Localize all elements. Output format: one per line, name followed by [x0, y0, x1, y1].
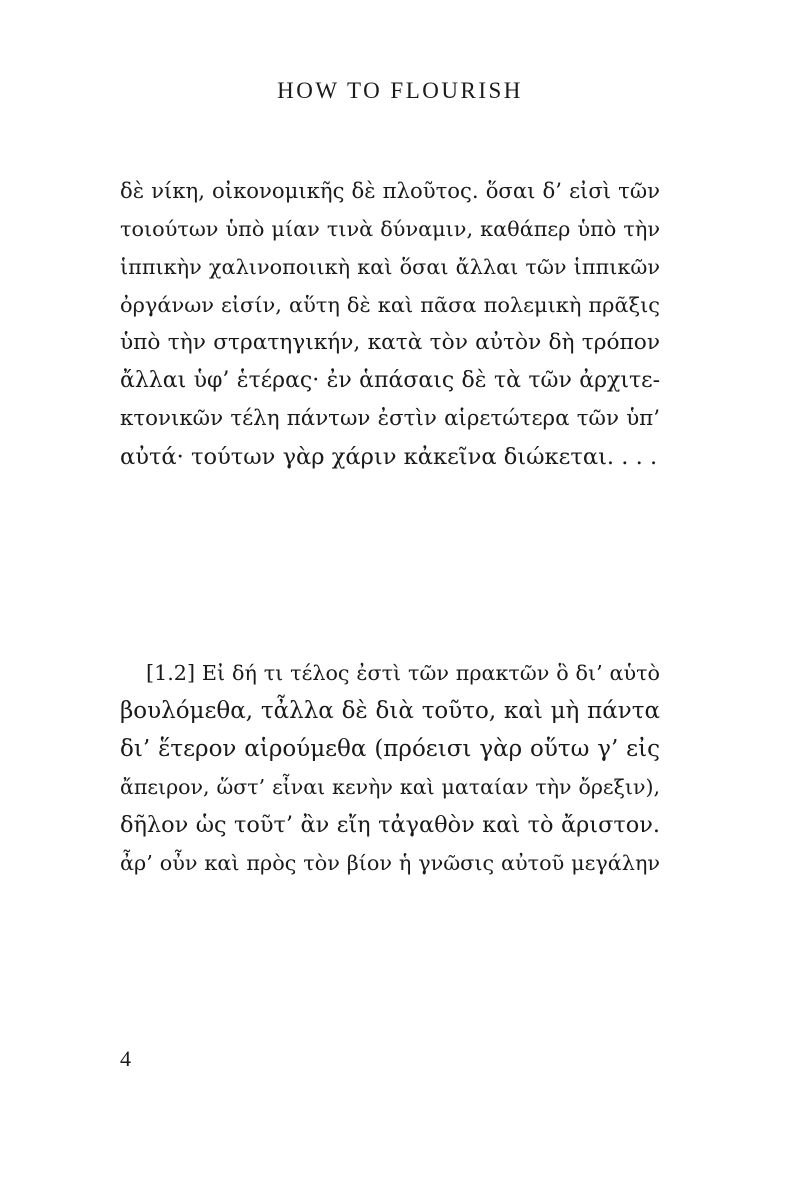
greek-passage-section-1-2: [120, 654, 660, 882]
text-line: δῆλον ὡς τοῦτ’ ἂν εἴη τἀγαθὸν καὶ τὸ ἄριστον.: [120, 812, 660, 838]
text-line: ὀργάνων εἰσίν, αὕτη δὲ καὶ πᾶσα πολεμικὴ πρᾶξις: [120, 293, 660, 317]
running-head: HOW TO FLOURISH: [277, 78, 523, 103]
text-line: ἆρ’ οὖν καὶ πρὸς τὸν βίον ἡ γνῶσις αὐτοῦ μεγάλην: [120, 851, 660, 875]
text-line: δὲ νίκη, οἰκονομικῆς δὲ πλοῦτος. ὅσαι δ’ εἰσὶ τῶν: [120, 178, 660, 203]
text-line: κτονικῶν τέλη πάντων ἐστὶν αἱρετώτερα τῶν ὑπ’: [120, 406, 660, 431]
text-line: τοιούτων ὑπὸ μίαν τινὰ δύναμιν, καθάπερ ὑπὸ τὴν: [120, 217, 660, 241]
text-line: [1.2] Εἰ δή τι τέλος ἐστὶ τῶν πρακτῶν ὃ δι’ αὑτὸ: [146, 661, 660, 685]
text-line: ἄλλαι ὑφ’ ἑτέρας· ἐν ἁπάσαις δὲ τὰ τῶν ἀρχιτε-: [120, 368, 660, 393]
text-line: δι’ ἕτερον αἱρούμεθα (πρόεισι γὰρ οὕτω γ’ εἰς: [120, 736, 660, 762]
page-number: 4: [120, 1046, 131, 1071]
text-line: ὑπὸ τὴν στρατηγικήν, κατὰ τὸν αὐτὸν δὴ τρόπον: [120, 330, 660, 355]
text-line: βουλόμεθα, τἆλλα δὲ διὰ τοῦτο, καὶ μὴ πάντα: [120, 698, 660, 724]
text-line: ἱππικὴν χαλινοποιικὴ καὶ ὅσαι ἄλλαι τῶν ἱππικῶν: [120, 255, 660, 279]
text-line: αὐτά· τούτων γὰρ χάριν κἀκεῖνα διώκεται. . . .: [120, 444, 658, 470]
text-line: ἄπειρον, ὥστ’ εἶναι κενὴν καὶ ματαίαν τὴν ὄρεξιν),: [120, 775, 660, 799]
greek-passage-continued: [120, 172, 660, 476]
